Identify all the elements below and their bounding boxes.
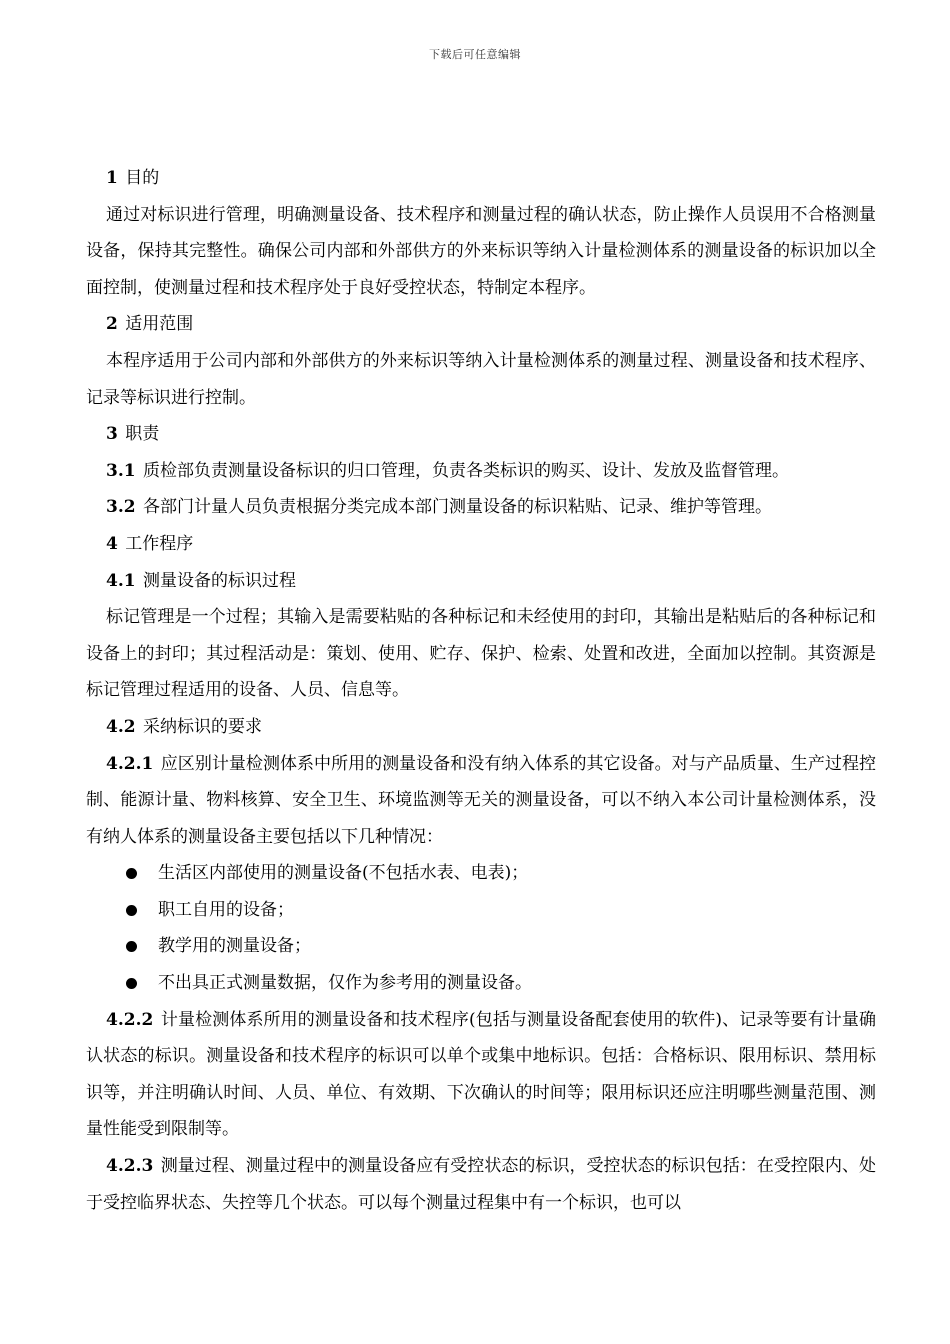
bullet-dot-icon [126,905,137,916]
document-body [86,160,876,1221]
section-1-paragraph: 通过对标识进行管理，明确测量设备、技术程序和测量过程的确认状态，防止操作人员误用不合格测量设备，保持其完整性。确保公司内部和外部供方的外来标识等纳入计量检测体系的测量设备的标识加以全面控制，使测量过程和技术程序处于良好受控状态，特制定本程序。 [86,204,876,298]
clause-number: 4.2.1 [106,753,154,774]
section-title: 采纳标识的要求 [142,716,262,737]
section-number: 3 [106,424,118,445]
clause-text: 应区别计量检测体系中所用的测量设备和没有纳入体系的其它设备。对与产品质量、生产过程控制、能源计量、物料核算、安全卫生、环境监测等无关的测量设备，可以不纳入本公司计量检测体系，没有纳人体系的测量设备主要包括以下几种情况： [86,753,876,847]
clause-4-2-1 [86,746,876,856]
clause-3-2 [86,489,876,526]
section-number: 4.1 [106,570,136,591]
clause-text: 测量过程、测量过程中的测量设备应有受控状态的标识，受控状态的标识包括：在受控限内、处于受控临界状态、失控等几个状态。可以每个测量过程集中有一个标识，也可以 [86,1156,876,1213]
section-title: 适用范围 [125,314,194,335]
bullet-text: 生活区内部使用的测量设备(不包括水表、电表)； [158,863,529,884]
section-heading-2 [86,306,876,343]
clause-text: 计量检测体系所用的测量设备和技术程序(包括与测量设备配套使用的软件)、记录等要有计量确认状态的标识。测量设备和技术程序的标识可以单个或集中地标识。包括：合格标识、限用标识、禁用标识等，并注明确认时间、人员、单位、有效期、下次确认的时间等；限用标识还应注明哪些测量范围、测量性能受到限制等。 [86,1009,877,1140]
subsection-heading-4-1 [86,563,876,600]
clause-number: 3.2 [106,497,136,518]
bullet-dot-icon [126,868,137,879]
bullet-dot-icon [126,978,137,989]
clause-text: 质检部负责测量设备标识的归口管理，负责各类标识的购买、设计、发放及监督管理。 [142,460,789,481]
clause-number: 3.1 [106,460,136,481]
clause-text: 各部门计量人员负责根据分类完成本部门测量设备的标识粘贴、记录、维护等管理。 [142,497,772,518]
section-number: 4 [106,533,118,554]
clause-4-2-2 [86,1002,876,1148]
section-2-paragraph: 本程序适用于公司内部和外部供方的外来标识等纳入计量检测体系的测量过程、测量设备和技术程序、记录等标识进行控制。 [86,350,876,408]
section-number: 4.2 [106,716,136,737]
bullet-item [86,892,876,929]
clause-number: 4.2.2 [106,1009,154,1030]
section-number: 1 [106,168,118,188]
bullet-text: 教学用的测量设备； [158,936,311,957]
section-heading-3 [86,416,876,453]
bullet-item [86,965,876,1002]
subsection-heading-4-2 [86,709,876,746]
bullet-item [86,855,876,892]
clause-4-2-3 [86,1148,876,1221]
section-title: 工作程序 [125,533,194,554]
header-note: 下载后可任意编辑 [429,48,521,61]
bullet-item [86,928,876,965]
section-heading-1 [86,160,876,197]
section-number: 2 [106,314,118,335]
bullet-dot-icon [126,941,137,952]
section-title: 目的 [125,168,160,188]
section-4-1-paragraph: 标记管理是一个过程；其输入是需要粘贴的各种标记和未经使用的封印，其输出是粘贴后的各种标记和设备上的封印；其过程活动是：策划、使用、贮存、保护、检索、处置和改进，全面加以控制。其资源是标记管理过程适用的设备、人员、信息等。 [86,607,876,701]
bullet-text: 不出具正式测量数据，仅作为参考用的测量设备。 [158,973,532,994]
section-heading-4 [86,526,876,563]
clause-number: 4.2.3 [106,1156,154,1177]
section-title: 职责 [125,424,160,445]
clause-3-1 [86,453,876,490]
section-title: 测量设备的标识过程 [142,570,296,591]
bullet-text: 职工自用的设备； [158,899,294,920]
